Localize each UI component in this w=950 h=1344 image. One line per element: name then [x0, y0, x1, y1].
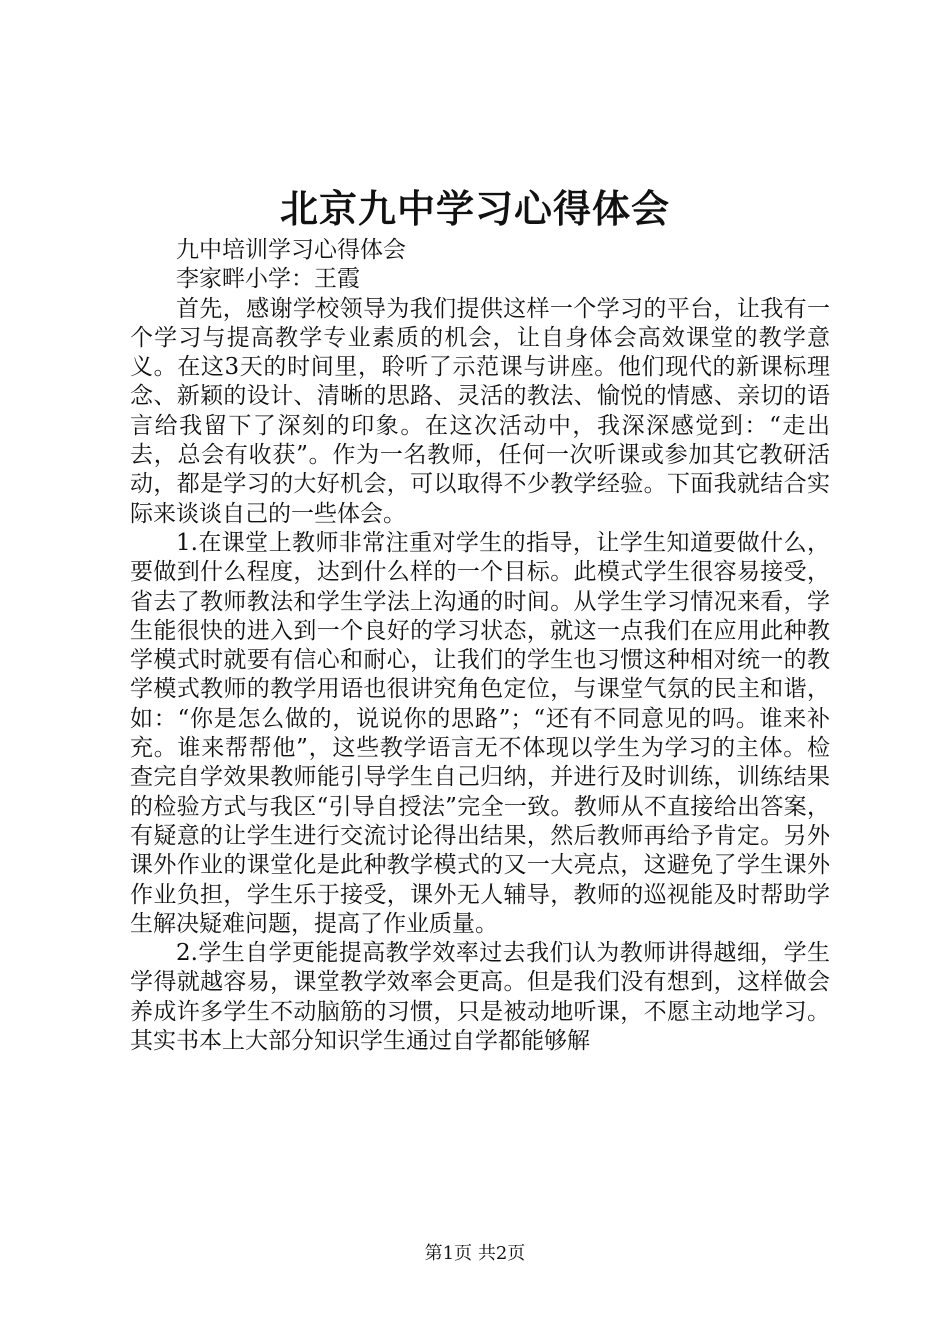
page-footer: 第1页 共2页: [424, 1243, 526, 1264]
subtitle-line: 九中培训学习心得体会: [176, 237, 406, 263]
document-title: 北京九中学习心得体会: [279, 186, 670, 231]
paragraph-point-1: 1.在课堂上教师非常注重对学生的指导，让学生知道要做什么，要做到什么程度，达到什么样的一个目标。此模式学生很容易接受，省去了教师教法和学生学法上沟通的时间。从学生学习情况来看，学生能很快的进入到一个良好的学习状态，就这一点我们在应用此种教学模式时就要有信心和耐心，让我们的学生也习惯这种相对统一的教学模式教师的教学用语也很讲究角色定位，与课堂气氛的民主和谐，如：“你是怎么做的，说说你的思路”；“还有不同意见的吗。谁来补充。谁来帮帮他”，这些教学语言无不体现以学生为学习的主体。检查完自学效果教师能引导学生自己归纳，并进行及时训练，训练结果的检验方式与我区“引导自授法”完全一致。教师从不直接给出答案，有疑意的让学生进行交流讨论得出结果，然后教师再给予肯定。另外课外作业的课堂化是此种教学模式的又一大亮点，这避免了学生课外作业负担，学生乐于接受，课外无人辅导，教师的巡视能及时帮助学生解决疑难问题，提高了作业质量。: [130, 529, 830, 937]
document-body: [130, 236, 830, 1056]
paragraph-intro: 首先，感谢学校领导为我们提供这样一个学习的平台，让我有一个学习与提高教学专业素质的机会，让自身体会高效课堂的教学意义。在这3天的时间里，聆听了示范课与讲座。他们现代的新课标理念、新颖的设计、清晰的思路、灵活的教法、愉悦的情感、亲切的语言给我留下了深刻的印象。在这次活动中，我深深感觉到：“走出去，总会有收获”。作为一名教师，任何一次听课或参加其它教研活动，都是学习的大好机会，可以取得不少教学经验。下面我就结合实际来谈谈自己的一些体会。: [130, 295, 830, 527]
paragraph-point-2: 2.学生自学更能提高教学效率过去我们认为教师讲得越细，学生学得就越容易，课堂教学效率会更高。但是我们没有想到，这样做会养成许多学生不动脑筋的习惯，只是被动地听课，不愿主动地学习。其实书本上大部分知识学生通过自学都能够解: [130, 940, 830, 1055]
author-line: 李家畔小学：王霞: [176, 266, 360, 293]
